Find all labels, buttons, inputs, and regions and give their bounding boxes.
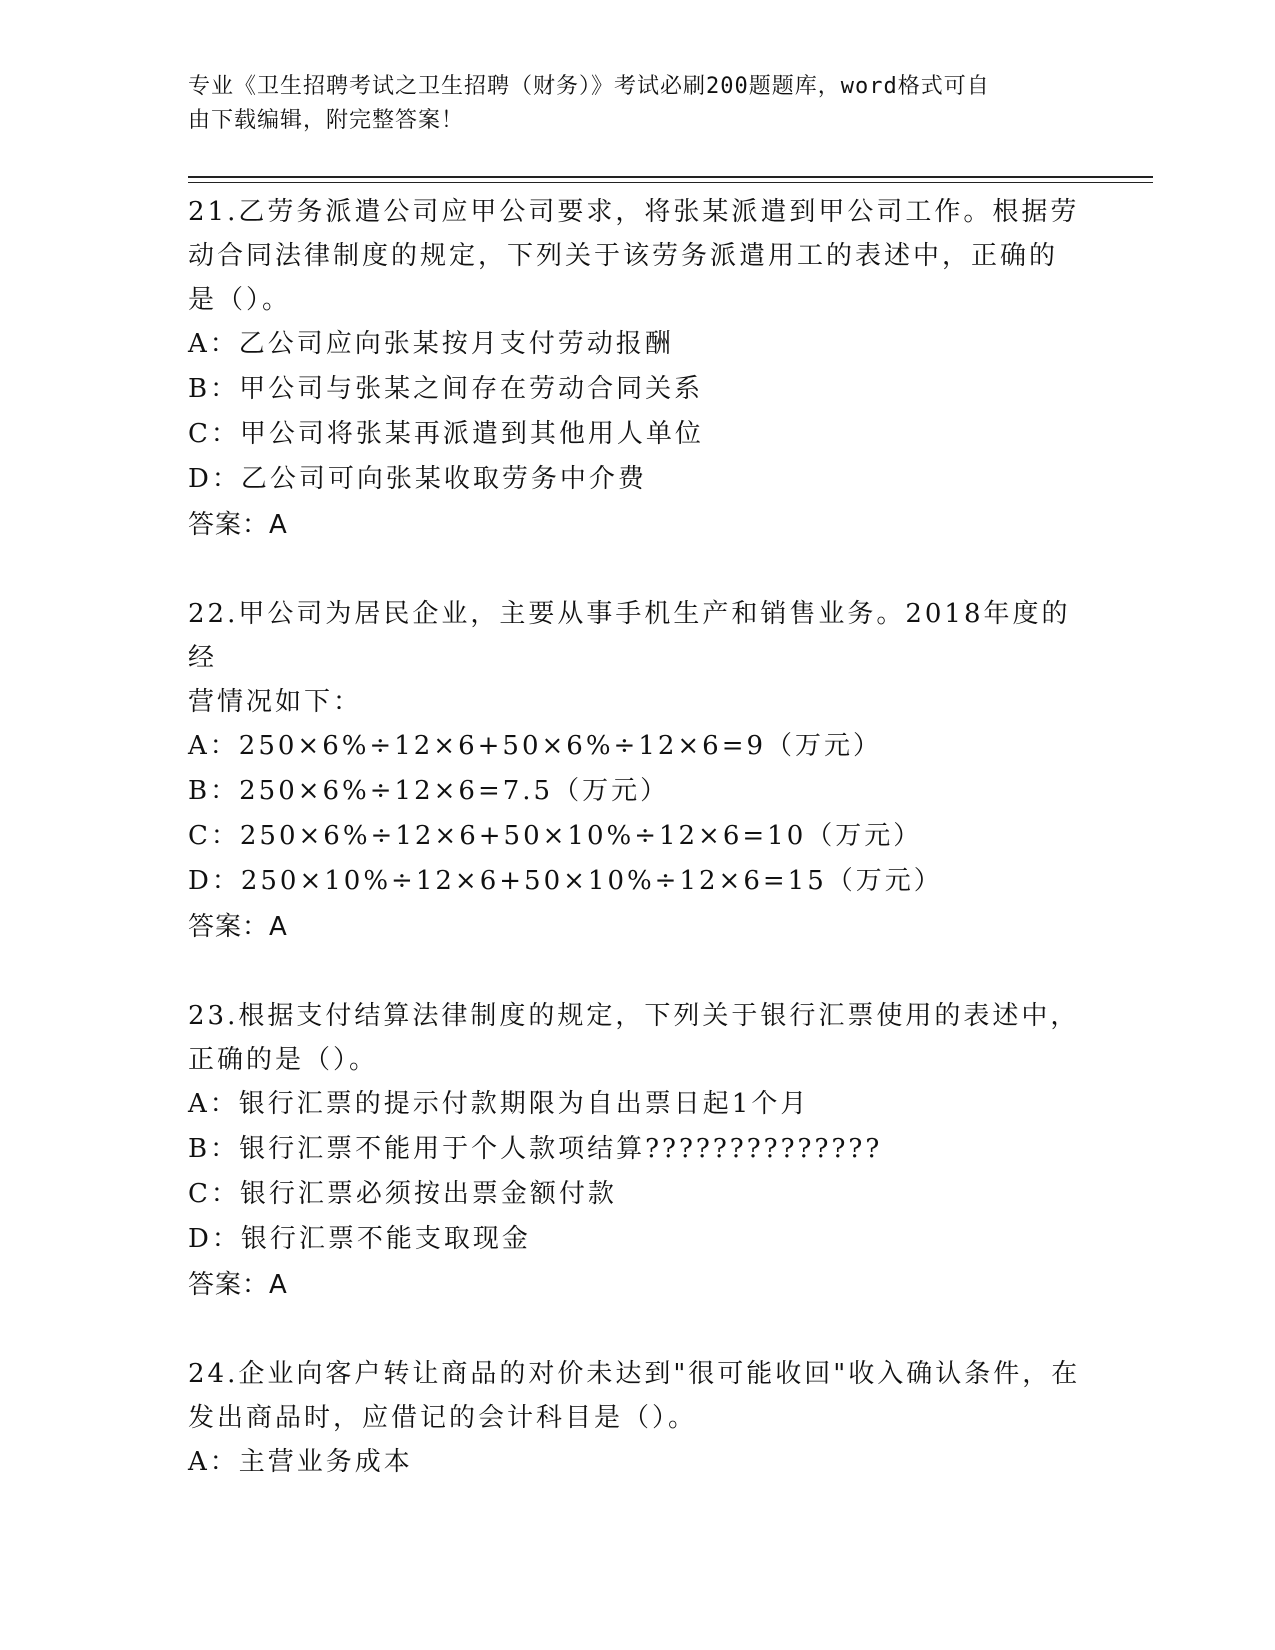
question-list (188, 190, 1088, 1485)
question-22 (188, 592, 1088, 950)
option-d: D：乙公司可向张某收取劳务中介费 (188, 464, 647, 494)
header-line-1: 专业《卫生招聘考试之卫生招聘（财务）》考试必刷200题题库，word格式可自 (188, 74, 990, 99)
answer: 答案：A (188, 912, 288, 942)
question-21 (188, 190, 1088, 548)
option-a: A：乙公司应向张某按月支付劳动报酬 (188, 329, 674, 359)
header-line-2: 由下载编辑，附完整答案！ (188, 108, 465, 133)
question-23 (188, 994, 1088, 1308)
answer: 答案：A (188, 510, 288, 540)
header-divider-thin (188, 182, 1153, 183)
question-spacer (188, 1308, 1088, 1352)
question-stem-line: 是（）。 (188, 285, 292, 315)
answer: 答案：A (188, 1270, 288, 1300)
question-spacer (188, 950, 1088, 994)
question-24 (188, 1352, 1088, 1485)
option-a: A：主营业务成本 (188, 1447, 413, 1477)
option-c: C：250×6%÷12×6+50×10%÷12×6=10（万元） (188, 821, 923, 851)
option-c: C：甲公司将张某再派遣到其他用人单位 (188, 419, 704, 449)
question-spacer (188, 548, 1088, 592)
option-d: D：250×10%÷12×6+50×10%÷12×6=15（万元） (188, 866, 943, 896)
option-d: D：银行汇票不能支取现金 (188, 1224, 531, 1254)
question-stem-line: 21.乙劳务派遣公司应甲公司要求，将张某派遣到甲公司工作。根据劳 (188, 197, 1080, 227)
question-stem-line: 营情况如下： (188, 687, 363, 717)
question-stem-line: 22.甲公司为居民企业，主要从事手机生产和销售业务。2018年度的经 (188, 599, 1071, 673)
question-stem-line: 动合同法律制度的规定，下列关于该劳务派遣用工的表述中，正确的 (188, 241, 1059, 271)
document-header (188, 70, 1088, 138)
question-stem-line: 24.企业向客户转让商品的对价未达到"很可能收回"收入确认条件，在 (188, 1359, 1081, 1389)
option-b: B：甲公司与张某之间存在劳动合同关系 (188, 374, 704, 404)
question-stem-line: 23.根据支付结算法律制度的规定，下列关于银行汇票使用的表述中， (188, 1001, 1080, 1031)
header-divider (188, 176, 1153, 178)
option-b: B：250×6%÷12×6=7.5（万元） (188, 776, 670, 806)
option-a: A：银行汇票的提示付款期限为自出票日起1个月 (188, 1089, 810, 1119)
question-stem-line: 发出商品时，应借记的会计科目是（）。 (188, 1403, 698, 1433)
option-b: B：银行汇票不能用于个人款项结算?????????????? (188, 1134, 883, 1164)
question-stem-line: 正确的是（）。 (188, 1045, 379, 1075)
option-c: C：银行汇票必须按出票金额付款 (188, 1179, 617, 1209)
option-a: A：250×6%÷12×6+50×6%÷12×6=9（万元） (188, 731, 883, 761)
